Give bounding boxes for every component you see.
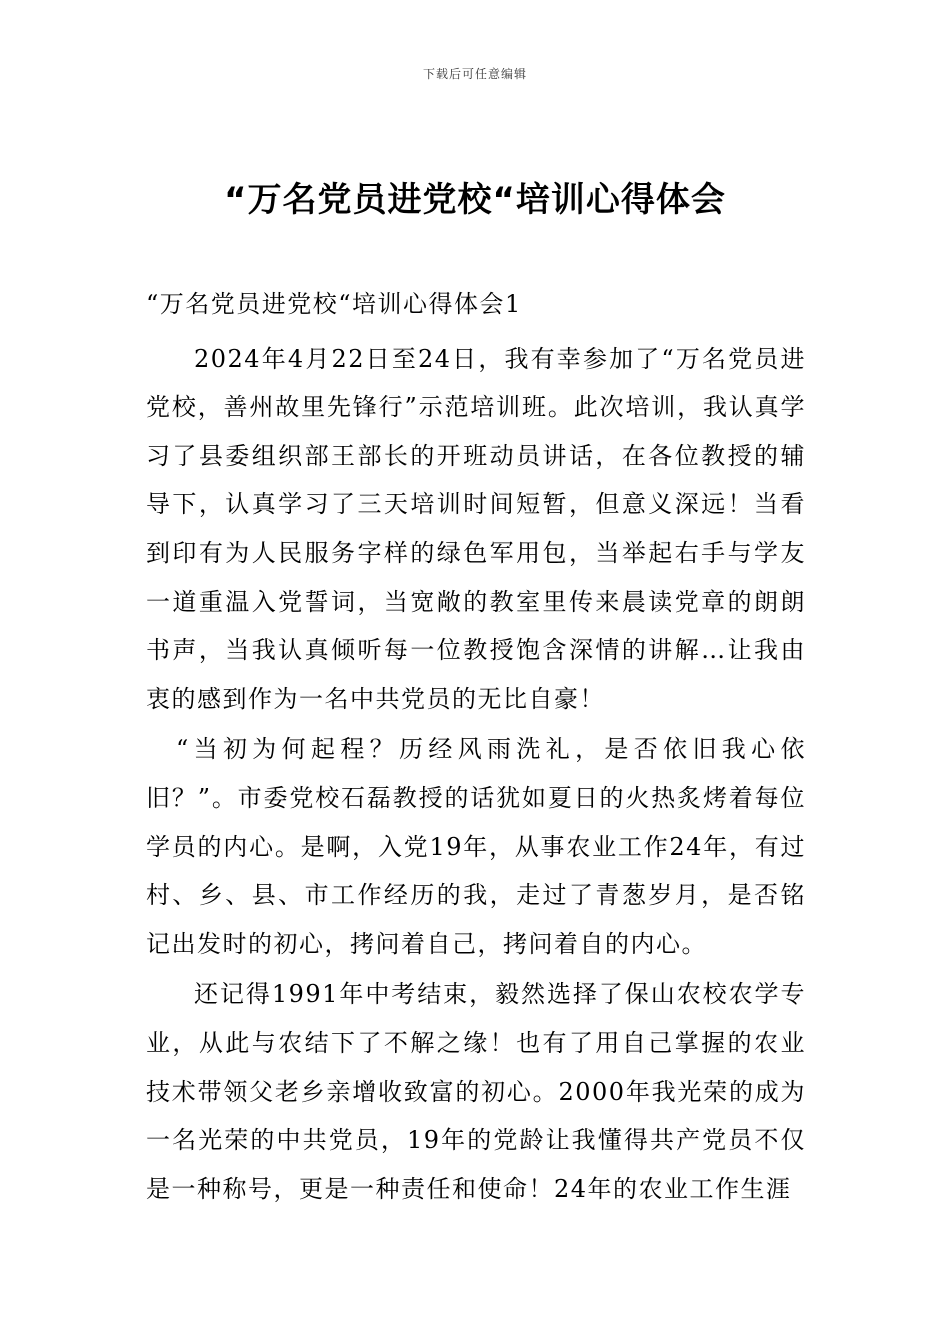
section-subtitle: “万名党员进党校“培训心得体会1	[146, 290, 522, 318]
document-body	[146, 280, 806, 1215]
paragraph: 2024年4月22日至24日，我有幸参加了“万名党员进党校，善州故里先锋行”示范培训班。此次培训，我认真学习了县委组织部王部长的开班动员讲话，在各位教授的辅导下，认真学习了三天培训时间短暂，但意义深远！当看到印有为人民服务字样的绿色军用包，当举起右手与学友一道重温入党誓词，当宽敞的教室里传来晨读党章的朗朗书声，当我认真倾听每一位教授饱含深情的讲解…让我由衷的感到作为一名中共党员的无比自豪！	[146, 344, 806, 713]
paragraph: 还记得1991年中考结束，毅然选择了保山农校农学专业，从此与农结下了不解之缘！也有了用自己掌握的农业技术带领父老乡亲增收致富的初心。2000年我光荣的成为一名光荣的中共党员，19年的党龄让我懂得共产党员不仅是一种称号，更是一种责任和使命！24年的农业工作生涯	[146, 980, 806, 1203]
paragraph: “当初为何起程？历经风雨洗礼，是否依旧我心依旧？”。市委党校石磊教授的话犹如夏日的火热炙烤着每位学员的内心。是啊，入党19年，从事农业工作24年，有过村、乡、县、市工作经历的我，走过了青葱岁月，是否铭记出发时的初心，拷问着自己，拷问着自的内心。	[146, 735, 806, 958]
document-title: “万名党员进党校“培训心得体会	[224, 180, 726, 220]
header-note: 下载后可任意编辑	[422, 67, 527, 81]
